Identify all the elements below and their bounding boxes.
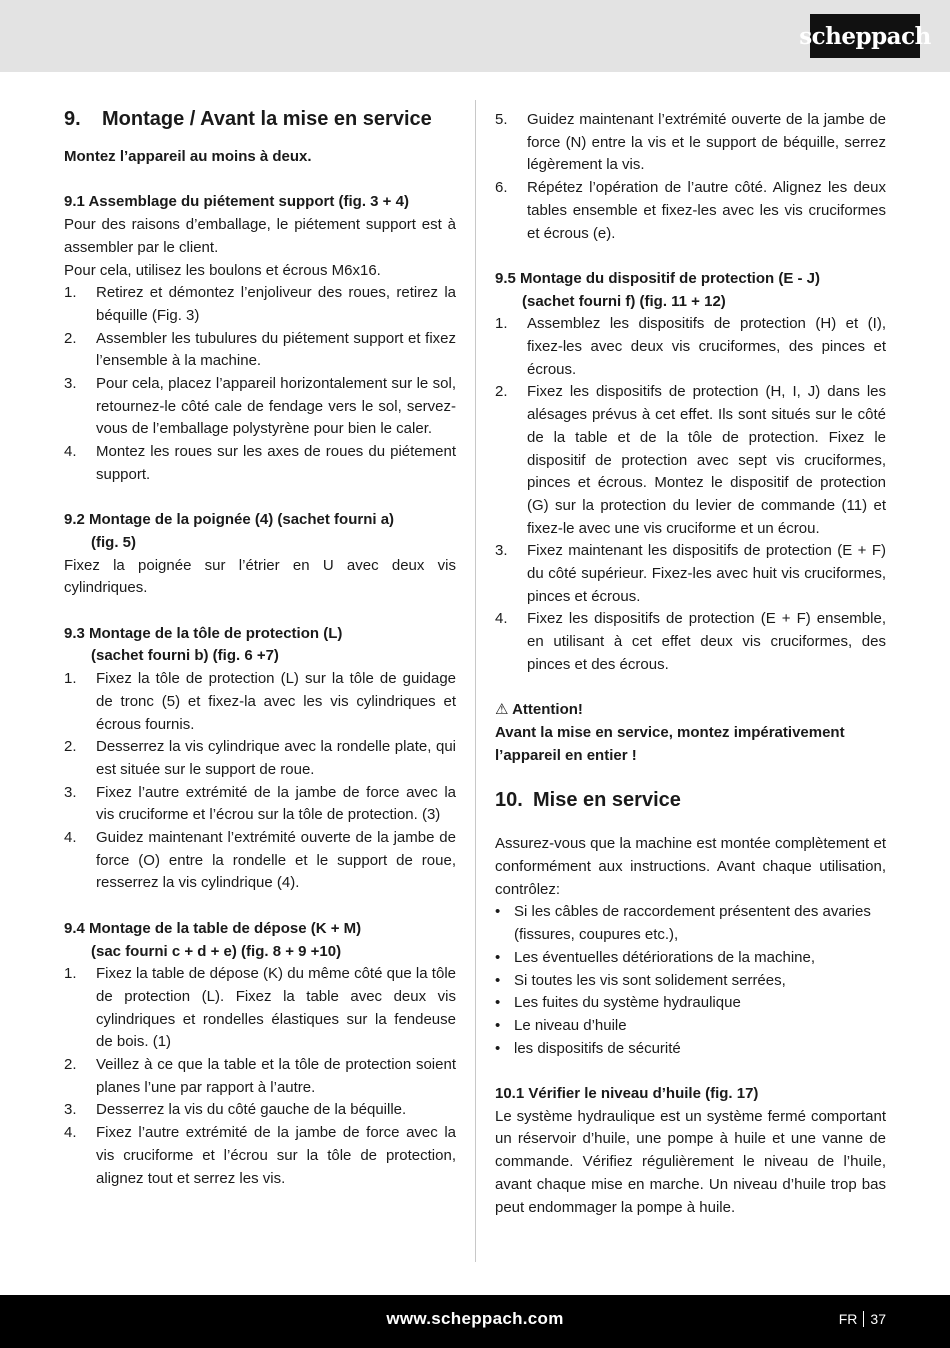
section-9-1-paragraph-1: Pour des raisons d’emballage, le piétement support est à assembler par le client. <box>64 216 456 256</box>
list-item: • Le niveau d’huile <box>495 1016 627 1034</box>
list-item: 4. Guidez maintenant l’extrémité ouverte de la jambe de force (O) entre la rondelle et le support de roue, resserrez la vis cylindrique (4). <box>64 829 456 892</box>
section-9-1-title: 9.1 Assemblage du piétement support (fig. 3 + 4) <box>64 193 409 211</box>
list-item: 6. Répétez l’opération de l’autre côté. Alignez les deux tables ensemble et fixez-les avec les vis cruciformes et écrous (e). <box>495 179 886 242</box>
list-item: 2. Desserrez la vis cylindrique avec la rondelle plate, qui est située sur le support de roue. <box>64 738 456 778</box>
section-9-4-list-continued <box>495 109 886 245</box>
website-link[interactable]: www.scheppach.com <box>386 1309 564 1328</box>
list-item: 3. Fixez l’autre extrémité de la jambe de force avec la vis cruciforme et l’écrou sur la tôle de protection. (3) <box>64 783 456 824</box>
section-9-1-list <box>64 282 456 486</box>
section-9-4-title: 9.4 Montage de la table de dépose (K + M) (sac fourni c + d + e) (fig. 8 + 9 +10) <box>64 919 362 960</box>
left-column <box>64 104 456 1190</box>
list-item: 1. Fixez la table de dépose (K) du même côté que la tôle de protection (L). Fixez la table avec deux vis cylindriques et rondelles élastiques sur la fendeuse de bois. (1) <box>64 965 456 1051</box>
column-divider <box>475 100 476 1262</box>
list-item: 1. Fixez la tôle de protection (L) sur la tôle de guidage de tronc (5) et fixez-la avec les vis cylindriques et écrous fournis. <box>64 670 456 733</box>
list-item: 4. Fixez les dispositifs de protection (E + F) ensemble, en utilisant à cet effet deux vis cruciformes, des pinces et des écrous. <box>495 610 886 673</box>
list-item: 2. Veillez à ce que la table et la tôle de protection soient planes l’une par rapport à l’autre. <box>64 1056 456 1096</box>
section-9-heading <box>64 104 456 134</box>
list-item: 1. Retirez et démontez l’enjoliveur des roues, retirez la béquille (Fig. 3) <box>64 284 456 324</box>
list-item: 3. Pour cela, placez l’appareil horizontalement sur le sol, retournez-le côté cale de fendage vers le sol, servez-vous de l’emballage polystyrène pour bien le caler. <box>64 375 456 438</box>
section-9-title: Montage / Avant la mise en service <box>102 108 432 130</box>
section-10-paragraph: Assurez-vous que la machine est montée complètement et conformément aux instructions. Avant chaque utilisation, contrôlez: <box>495 835 886 898</box>
scheppach-logo: scheppach <box>810 14 920 58</box>
section-9-3-title: 9.3 Montage de la tôle de protection (L) (sachet fourni b) (fig. 6 +7) <box>64 624 343 665</box>
section-9-3-list <box>64 668 456 895</box>
list-item: • Les fuites du système hydraulique <box>495 994 741 1012</box>
header-bar <box>0 0 950 72</box>
page-indicator <box>839 1311 886 1327</box>
list-item: 4. Montez les roues sur les axes de roues du piétement support. <box>64 443 456 483</box>
attention-heading <box>495 699 886 722</box>
list-item: • les dispositifs de sécurité <box>495 1039 681 1057</box>
section-10-1-title: 10.1 Vérifier le niveau d’huile (fig. 17) <box>495 1085 759 1103</box>
section-9-5-title: 9.5 Montage du dispositif de protection (E - J) (sachet fourni f) (fig. 11 + 12) <box>495 269 821 310</box>
section-10-checklist <box>495 901 886 1060</box>
section-9-2-title: 9.2 Montage de la poignée (4) (sachet fourni a) (fig. 5) <box>64 511 395 551</box>
list-item: 1. Assemblez les dispositifs de protection (H) et (I), fixez-les avec deux vis cruciformes, des pinces et écrous. <box>495 315 886 378</box>
section-9-number: 9. <box>64 108 81 130</box>
section-10-number: 10. <box>495 789 523 812</box>
list-item: 4. Fixez l’autre extrémité de la jambe de force avec la vis cruciforme et l’écrou sur la tôle de protection, alignez tout et serrez les vis. <box>64 1124 456 1187</box>
section-10-title: Mise en service <box>533 789 681 812</box>
section-9-2-paragraph: Fixez la poignée sur l’étrier en U avec deux vis cylindriques. <box>64 556 456 597</box>
list-item: 2. Assembler les tubulures du piétement support et fixez l’ensemble à la machine. <box>64 329 456 370</box>
section-9-4-list <box>64 963 456 1190</box>
warning-icon: ⚠ <box>495 701 509 719</box>
intro-text: Montez l’appareil au moins à deux. <box>64 148 312 165</box>
list-item: 3. Desserrez la vis du côté gauche de la béquille. <box>64 1101 407 1119</box>
list-item: 2. Fixez les dispositifs de protection (H, I, J) dans les alésages prévus à cet effet. Ils sont situés sur le côté de la table et de la tôle de protection. Fixez le dispositif de protection avec sept vis cruciformes, pinces et écrous. Montez le dispositif de protection (G) sur la protection du levier de commande (11) et fixez-le avec une vis cruciforme et un écrou. <box>495 383 886 537</box>
page-number: 37 <box>870 1311 886 1327</box>
attention-text: Avant la mise en service, montez impérativement l’appareil en entier ! <box>495 723 845 764</box>
section-9-1-paragraph-2: Pour cela, utilisez les boulons et écrous M6x16. <box>64 261 381 279</box>
right-column <box>495 109 886 1219</box>
language-code: FR <box>838 1311 858 1327</box>
list-item: • Les éventuelles détériorations de la machine, <box>495 948 816 966</box>
list-item: • Si les câbles de raccordement présentent des avaries (fissures, coupures etc.), <box>495 903 871 944</box>
section-10-1-paragraph: Le système hydraulique est un système fermé comportant un réservoir d’huile, une pompe à huile et une vanne de commande. Vérifiez régulièrement le niveau de l’huile, avant chaque mise en marche. Un niveau d’huile trop bas peut endommager la pompe à huile. <box>495 1107 886 1216</box>
list-item: 3. Fixez maintenant les dispositifs de protection (E + F) du côté supérieur. Fixez-les avec huit vis cruciformes, pinces et écrous. <box>495 542 886 605</box>
section-9-5-list <box>495 313 886 676</box>
list-item: • Si toutes les vis sont solidement serrées, <box>495 971 786 989</box>
footer-bar <box>0 1295 950 1348</box>
list-item: 5. Guidez maintenant l’extrémité ouverte de la jambe de force (N) entre la vis et le support de béquille, serrez légèrement la vis. <box>495 111 886 174</box>
attention-title: Attention! <box>512 701 583 719</box>
section-10-heading <box>495 785 886 815</box>
